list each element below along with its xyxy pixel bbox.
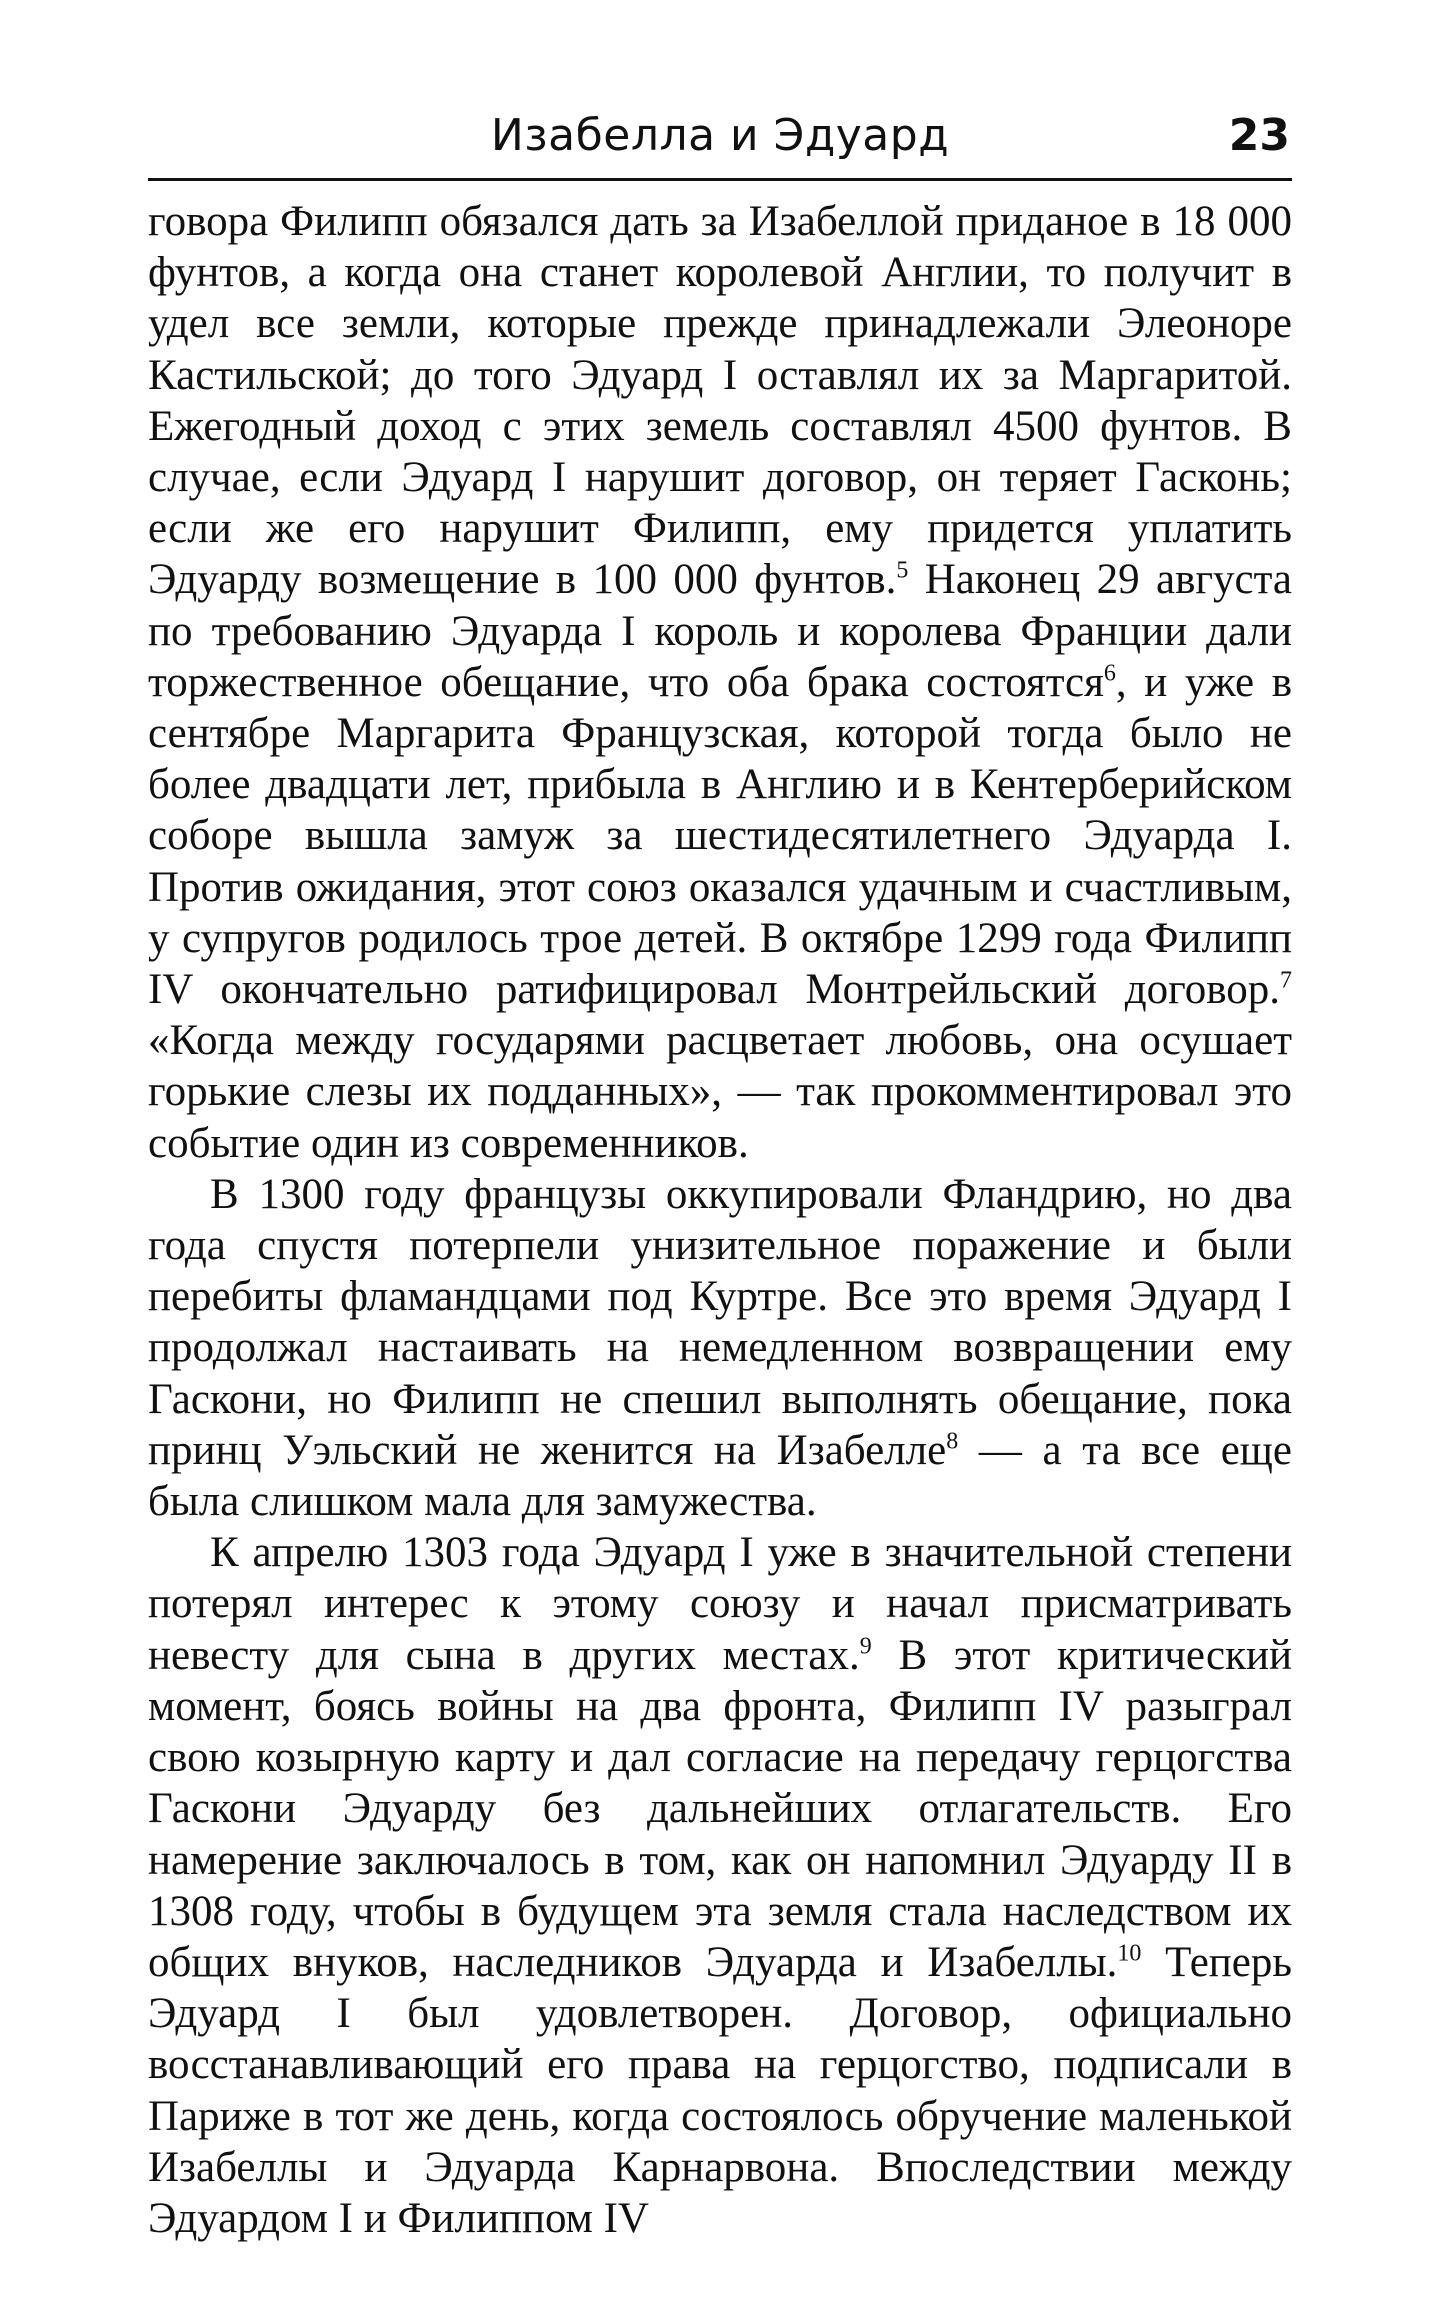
footnote-marker: 6: [1103, 660, 1116, 687]
page-number: 23: [1228, 110, 1290, 161]
running-header: [148, 98, 1292, 181]
footnote-marker: 7: [1280, 967, 1292, 994]
text-run: В этот критический момент, боясь войны на два фронта, Филипп IV разыграл свою козырную карту и дал согласие на передачу герцогства Гаскони Эдуарду без дальнейших отлагательств. Его намерение заключалось в том, как он напомнил Эдуарду II в 1308 году, чтобы в будущем эта земля стала наследством их общих внуков, наследников Эдуарда и Изабеллы.: [148, 1631, 1292, 1986]
text-run: — а та все еще была слишком мала для замужества.: [148, 1426, 1292, 1526]
paragraph: [148, 1169, 1292, 1527]
text-run: «Когда между государями расцветает любовь, она осушает горькие слезы их подданных», — так прокомментировал это событие один из современников.: [148, 1017, 1292, 1167]
footnote-marker: 8: [946, 1428, 959, 1455]
footnote-marker: 9: [859, 1633, 872, 1660]
footnote-marker: 5: [896, 558, 909, 585]
paragraph: [148, 196, 1292, 1169]
text-run: Наконец 29 августа по требованию Эдуарда I король и королева Франции дали торжественное обещание, что оба брака состоятся: [148, 556, 1292, 706]
footnote-marker: 10: [1117, 1940, 1142, 1967]
text-run: , и уже в сентябре Маргарита Французская, которой тогда было не более двадцати лет, прибыла в Англию и в Кентерберийском соборе вышла замуж за шестидесятилетнего Эдуарда I. Против ожидания, этот союз оказался удачным и счастливым, у супругов родилось трое детей. В октябре 1299 года Филипп IV окончательно ратифицировал Монтрейльский договор.: [148, 658, 1292, 1014]
text-run: Теперь Эдуард I был удовлетворен. Договор, официально восстанавливающий его права на герцогство, подписали в Париже в тот же день, когда состоялось обручение маленькой Изабеллы и Эдуарда Карнарвона. Впоследствии между Эдуардом I и Филиппом IV: [148, 1938, 1292, 2242]
body-text: [148, 196, 1292, 2244]
text-run: К апрелю 1303 года Эдуард I уже в значительной степени потерял интерес к этому союзу и начал присматривать невесту для сына в других местах.: [148, 1529, 1292, 1679]
text-run: В 1300 году французы оккупировали Фландрию, но два года спустя потерпели унизительное поражение и были перебиты фламандцами под Куртре. Все это время Эдуард I продолжал настаивать на немедленном возвращении ему Гаскони, но Филипп не спешил выполнять обещание, пока принц Уэльский не женится на Изабелле: [148, 1170, 1292, 1474]
text-run: говора Филипп обязался дать за Изабеллой приданое в 18 000 фунтов, а когда она станет королевой Англии, то получит в удел все земли, которые прежде принадлежали Элеоноре Кастильской; до того Эдуард I оставлял их за Маргаритой. Ежегодный доход с этих земель составлял 4500 фунтов. В случае, если Эдуард I нарушит договор, он теряет Гасконь; если же его нарушит Филипп, ему придется уплатить Эдуарду возмещение в 100 000 фунтов.: [148, 198, 1292, 604]
running-title: Изабелла и Эдуард: [490, 110, 950, 161]
paragraph: [148, 1527, 1292, 2244]
